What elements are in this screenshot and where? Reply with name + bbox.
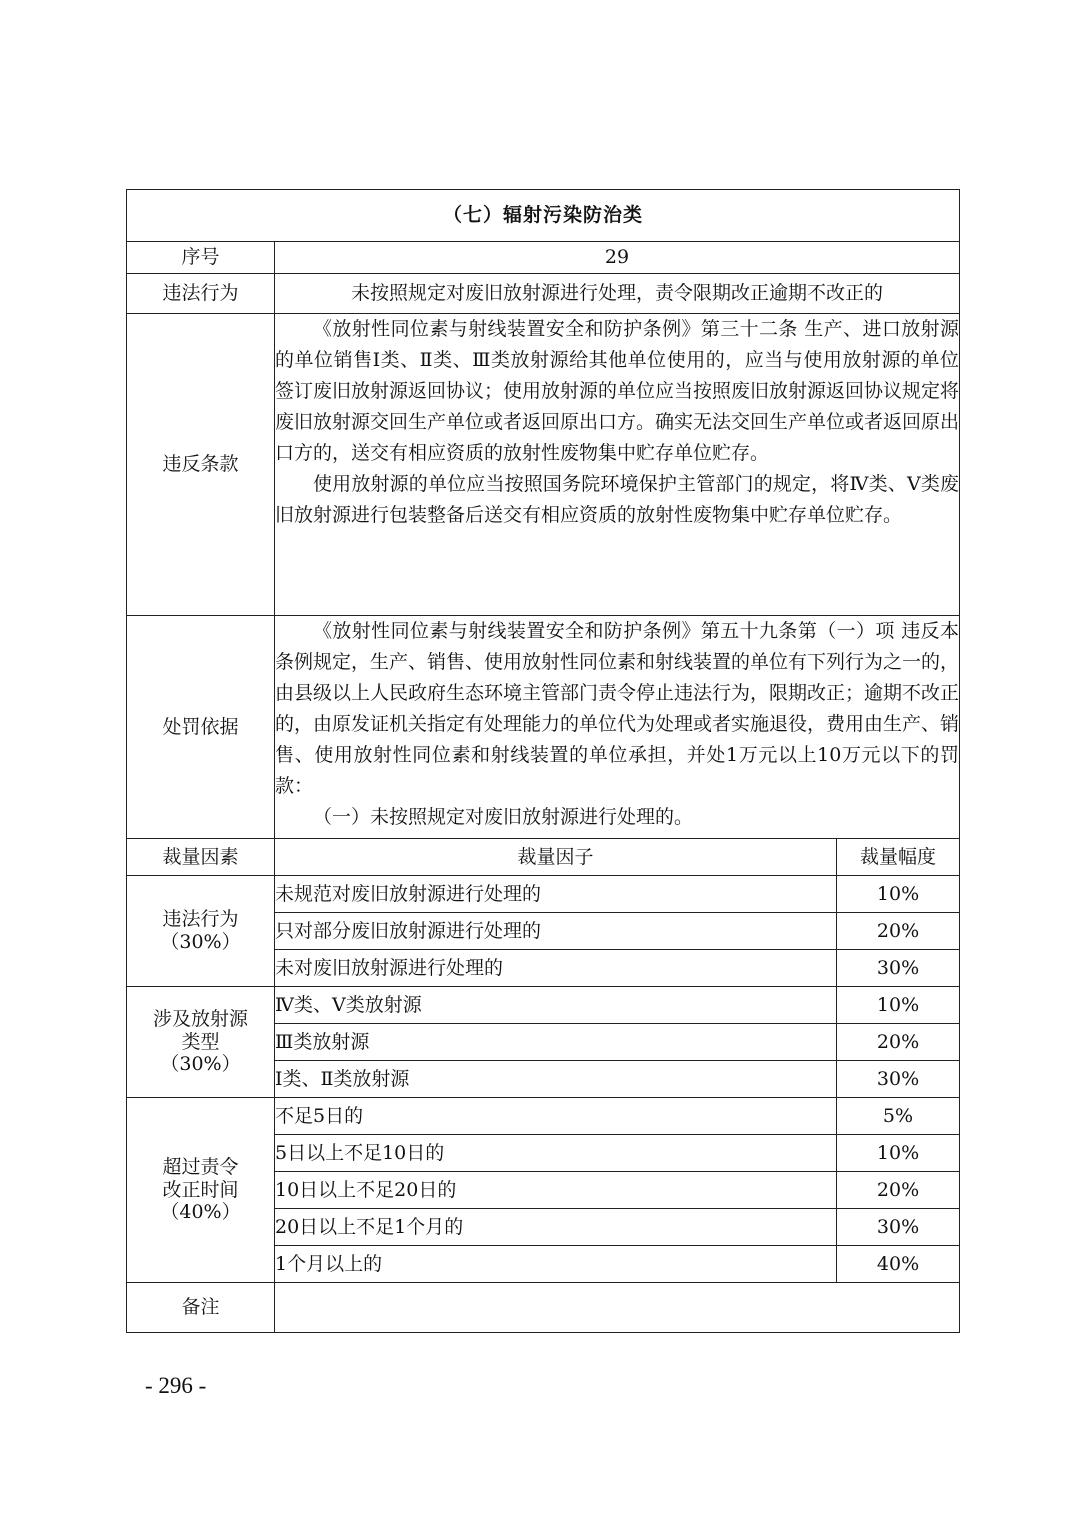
- range-cell: 20%: [837, 913, 960, 950]
- range-cell: 40%: [837, 1246, 960, 1283]
- remarks-value: [275, 1283, 960, 1333]
- factor-cell: Ⅰ类、Ⅱ类放射源: [275, 1061, 837, 1098]
- group-source-type: [127, 987, 275, 1098]
- group-violation: [127, 876, 275, 987]
- header-range: 裁量幅度: [837, 839, 960, 876]
- range-cell: 10%: [837, 1135, 960, 1172]
- discretion-table: [126, 189, 960, 1333]
- penalty-basis-paragraph: （一）未按照规定对废旧放射源进行处理的。: [313, 806, 694, 828]
- header-factor: 裁量因素: [127, 839, 275, 876]
- range-cell: 30%: [837, 1209, 960, 1246]
- serial-label: 序号: [127, 242, 275, 274]
- group-name-line2: 改正时间: [162, 1178, 239, 1201]
- factor-cell: 10日以上不足20日的: [275, 1172, 837, 1209]
- range-cell: 10%: [837, 987, 960, 1024]
- violated-clause-paragraph: 《放射性同位素与射线装置安全和防护条例》第三十二条 生产、进口放射源的单位销售Ⅰ类、Ⅱ类、Ⅲ类放射源给其他单位使用的，应当与使用放射源的单位签订废旧放射源返回协议；使用放射源的单位应当按照废旧放射源返回协议规定将废旧放射源交回生产单位或者返回原出口方。确实无法交回生产单位或者返回原出口方的，送交有相应资质的放射性废物集中贮存单位贮存。: [275, 318, 960, 464]
- range-cell: 30%: [837, 1061, 960, 1098]
- group-weight: （40%）: [160, 1201, 241, 1224]
- range-cell: 10%: [837, 876, 960, 913]
- remarks-label: 备注: [127, 1283, 275, 1333]
- page-number: - 296 -: [145, 1373, 207, 1398]
- group-name-line2: 类型: [181, 1030, 220, 1053]
- factor-cell: 不足5日的: [275, 1098, 837, 1135]
- factor-cell: 只对部分废旧放射源进行处理的: [275, 913, 837, 950]
- group-name: 违法行为: [162, 908, 239, 931]
- factor-cell: Ⅳ类、Ⅴ类放射源: [275, 987, 837, 1024]
- factor-cell: Ⅲ类放射源: [275, 1024, 837, 1061]
- range-cell: 20%: [837, 1172, 960, 1209]
- section-title: （七）辐射污染防治类: [127, 190, 960, 242]
- factor-cell: 20日以上不足1个月的: [275, 1209, 837, 1246]
- violated-clause-label: 违反条款: [127, 314, 275, 616]
- penalty-basis-content: [275, 616, 960, 839]
- group-name-line1: 涉及放射源: [152, 1007, 248, 1030]
- range-cell: 5%: [837, 1098, 960, 1135]
- violated-clause-content: [275, 314, 960, 616]
- penalty-basis-label: 处罚依据: [127, 616, 275, 839]
- range-cell: 20%: [837, 1024, 960, 1061]
- group-name-line1: 超过责令: [162, 1155, 239, 1178]
- group-weight: （30%）: [160, 1053, 241, 1076]
- violated-clause-paragraph: 使用放射源的单位应当按照国务院环境保护主管部门的规定，将Ⅳ类、Ⅴ类废旧放射源进行包装整备后送交有相应资质的放射性废物集中贮存单位贮存。: [275, 473, 960, 526]
- violation-label: 违法行为: [127, 274, 275, 314]
- header-sub-factor: 裁量因子: [275, 839, 837, 876]
- range-cell: 30%: [837, 950, 960, 987]
- serial-value: 29: [275, 242, 960, 274]
- factor-cell: 未对废旧放射源进行处理的: [275, 950, 837, 987]
- factor-cell: 未规范对废旧放射源进行处理的: [275, 876, 837, 913]
- group-weight: （30%）: [160, 931, 241, 953]
- penalty-basis-paragraph: 《放射性同位素与射线装置安全和防护条例》第五十九条第（一）项 违反本条例规定，生产、销售、使用放射性同位素和射线装置的单位有下列行为之一的，由县级以上人民政府生态环境主管部门责令停止违法行为，限期改正；逾期不改正的，由原发证机关指定有处理能力的单位代为处理或者实施退役，费用由生产、销售、使用放射性同位素和射线装置的单位承担，并处1万元以上10万元以下的罚款：: [275, 620, 960, 797]
- factor-cell: 1个月以上的: [275, 1246, 837, 1283]
- group-overdue-time: [127, 1098, 275, 1283]
- violation-value: 未按照规定对废旧放射源进行处理，责令限期改正逾期不改正的: [275, 274, 960, 314]
- factor-cell: 5日以上不足10日的: [275, 1135, 837, 1172]
